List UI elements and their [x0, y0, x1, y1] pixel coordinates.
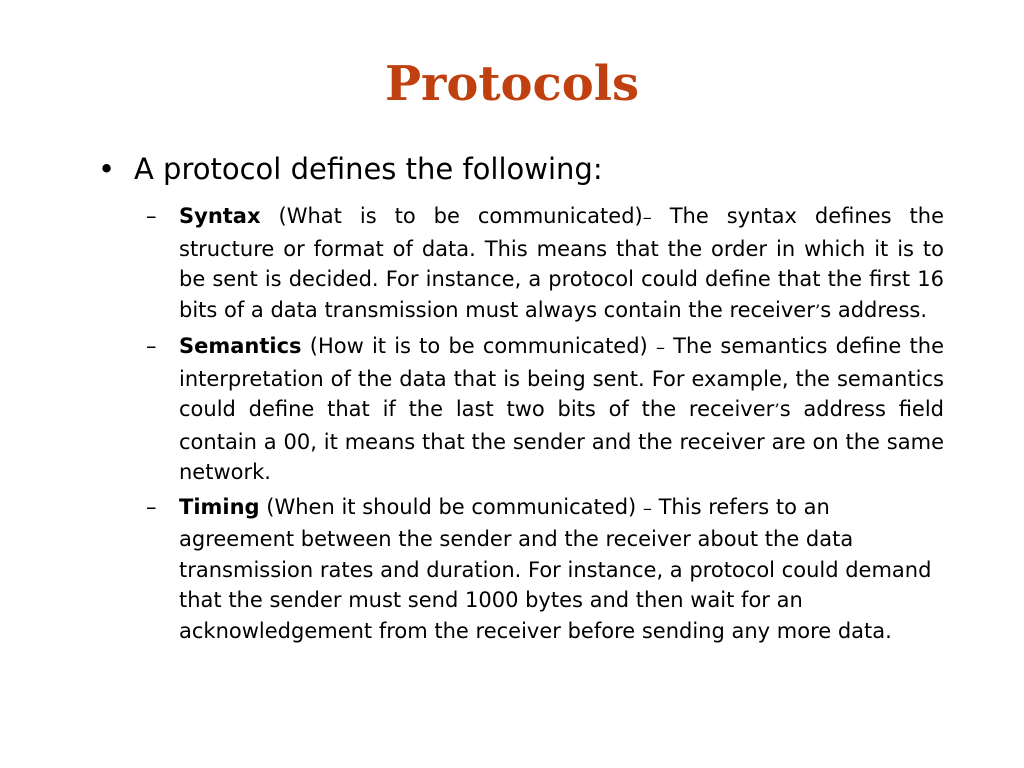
timing-paren: (When it should be communicated) [266, 494, 637, 519]
semantics-apostrophe: ’ [774, 401, 780, 421]
main-bullet [98, 152, 938, 187]
sub-bullet-timing [146, 492, 944, 647]
term-syntax: Syntax [179, 204, 261, 228]
syntax-text-before: The syntax defines the structure or format of data. This means that the order in which it is to be sent is decided. For instance, a protocol could define that the first 16 bits of a data transmission must always contain the receiver [179, 204, 945, 322]
timing-text: This refers to an agreement between the sender and the receiver about the data transmission rates and duration. For instance, a protocol could demand that the sender must send 1000 bytes and then wait for an acknowledgement from the receiver before sending any more data. [179, 494, 932, 643]
term-timing: Timing [179, 494, 260, 519]
sub-bullet-body [179, 492, 944, 647]
term-semantics: Semantics [179, 334, 302, 358]
semantics-text-before: The semantics define the interpretation of the data that is being sent. For example, the semantics could define that if the last two bits of the receiver [179, 334, 944, 421]
bullet-marker: • [98, 152, 116, 186]
sub-bullet-list [146, 201, 944, 650]
semantics-dash: – [655, 337, 665, 358]
sub-bullet-syntax [146, 201, 944, 327]
sub-bullet-marker: – [146, 204, 157, 228]
semantics-paren: (How it is to be communicated) [309, 334, 648, 358]
slide-title: Protocols [384, 56, 640, 112]
syntax-apostrophe: ’ [814, 301, 821, 322]
semantics-text-after: s address field contain a 00, it means that the sender and the receiver are on the same network. [179, 397, 945, 484]
sub-bullet-marker: – [146, 334, 157, 358]
main-bullet-text: A protocol defines the following: [134, 152, 603, 186]
sub-bullet-semantics [146, 331, 944, 488]
syntax-text-after: s address. [820, 297, 928, 322]
timing-dash: – [642, 497, 652, 519]
sub-bullet-body [179, 201, 944, 327]
syntax-dash: – [642, 207, 652, 228]
sub-bullet-marker: – [146, 494, 157, 519]
sub-bullet-body [179, 331, 944, 488]
syntax-paren: (What is to be communicated) [278, 204, 643, 228]
